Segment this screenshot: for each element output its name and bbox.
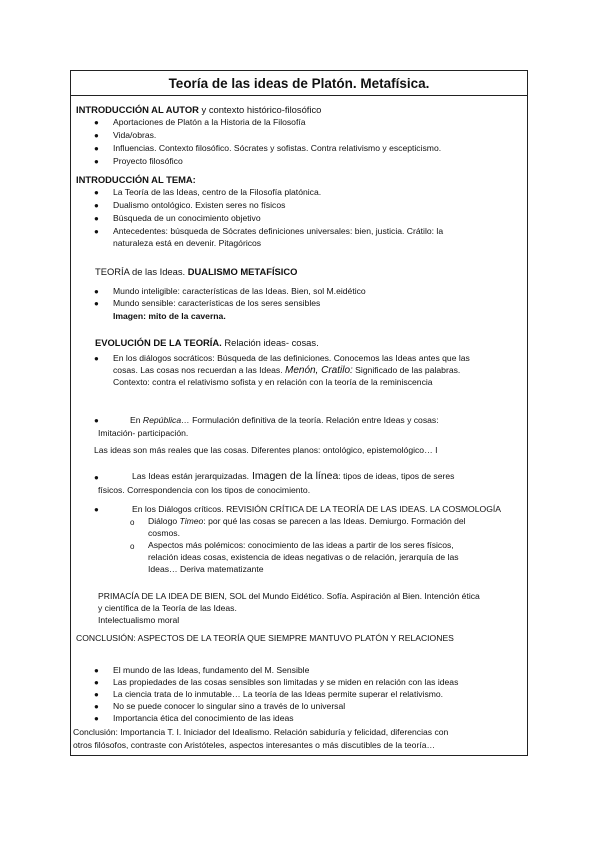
evolucion-heading: EVOLUCIÓN DE LA TEORÍA. Relación ideas- cosas.: [95, 337, 319, 348]
criticos-subitem: Aspectos más polémicos: conocimiento de las ideas a partir de los seres físicos,: [148, 540, 454, 550]
list-item: Dualismo ontológico. Existen seres no físicos: [113, 200, 286, 210]
criticos-line: En los Diálogos críticos. REVISIÓN CRÍTICA DE LA TEORÍA DE LAS IDEAS. LA COSMOLOGÍA: [132, 504, 502, 514]
dualismo-heading: TEORÍA de las Ideas. DUALISMO METAFÍSICO: [95, 266, 298, 277]
bullet-icon: ●: [94, 354, 99, 363]
bullet-icon: ●: [94, 144, 99, 153]
linea-line: Las Ideas están jerarquizadas. Imagen de la línea: tipos de ideas, tipos de seres: [132, 470, 455, 482]
conclusion-final-line: Conclusión: Importancia T. I. Iniciador del Idealismo. Relación sabiduría y felicidad, diferencias con: [73, 727, 449, 737]
criticos-subitem: Ideas… Deriva matematizante: [148, 564, 264, 574]
bullet-icon: ●: [94, 118, 99, 127]
caverna-note: Imagen: mito de la caverna.: [113, 311, 226, 321]
bullet-icon: ●: [94, 416, 99, 425]
list-item: El mundo de las Ideas, fundamento del M. Sensible: [113, 665, 310, 675]
criticos-subitem: cosmos.: [148, 528, 180, 538]
intro-autor-heading: INTRODUCCIÓN AL AUTOR y contexto histórico-filosófico: [76, 104, 322, 115]
bullet-icon: ●: [94, 505, 99, 514]
bullet-icon: ●: [94, 702, 99, 711]
list-item-continuation: naturaleza está en devenir. Pitagóricos: [113, 238, 262, 248]
evolucion-line: cosas. Las cosas nos recuerdan a las Ideas. Menón, Cratilo: Significado de las palabras.: [113, 365, 461, 376]
intro-tema-heading: INTRODUCCIÓN AL TEMA:: [76, 174, 196, 185]
evolucion-line: En los diálogos socráticos: Búsqueda de las definiciones. Conocemos las Ideas antes que las: [113, 353, 470, 363]
document-frame: [70, 70, 528, 756]
bullet-icon: ●: [94, 201, 99, 210]
list-item: Importancia ética del conocimiento de las ideas: [113, 713, 294, 723]
sub-bullet-icon: o: [130, 542, 135, 551]
criticos-subitem: Diálogo Timeo: por qué las cosas se parecen a las Ideas. Demiurgo. Formación del: [148, 516, 466, 526]
conclusion-final-line: otros filósofos, contraste con Aristóteles, aspectos interesantes o más discutibles de la teoría…: [73, 740, 436, 750]
republica-line: Imitación- participación.: [98, 428, 189, 438]
bullet-icon: ●: [94, 714, 99, 723]
list-item: Influencias. Contexto filosófico. Sócrates y sofistas. Contra relativismo y escepticismo.: [113, 143, 442, 153]
list-item: La ciencia trata de lo inmutable… La teoría de las Ideas permite superar el relativismo.: [113, 689, 444, 699]
conclusion-heading: CONCLUSIÓN: ASPECTOS DE LA TEORÍA QUE SIEMPRE MANTUVO PLATÓN Y RELACIONES: [76, 633, 454, 643]
list-item: La Teoría de las Ideas, centro de la Filosofía platónica.: [113, 187, 322, 197]
criticos-subitem: relación ideas cosas, existencia de ideas negativas o de relación, jerarquía de las: [148, 552, 459, 562]
bullet-icon: ●: [94, 157, 99, 166]
bullet-icon: ●: [94, 666, 99, 675]
primacia-line: PRIMACÍA DE LA IDEA DE BIEN, SOL del Mundo Eidético. Sofía. Aspiración al Bien. Intención ética: [98, 591, 480, 601]
list-item: Aportaciones de Platón a la Historia de la Filosofía: [113, 117, 306, 127]
page-title: Teoría de las ideas de Platón. Metafísica.: [71, 71, 527, 96]
primacia-line: y científica de la Teoría de las Ideas.: [98, 603, 237, 613]
bullet-icon: ●: [94, 214, 99, 223]
bullet-icon: ●: [94, 188, 99, 197]
linea-line: físicos. Correspondencia con los tipos de conocimiento.: [98, 485, 311, 495]
list-item: Mundo inteligible: características de las Ideas. Bien, sol M.eidético: [113, 286, 366, 296]
bullet-icon: ●: [94, 227, 99, 236]
bullet-icon: ●: [94, 678, 99, 687]
bullet-icon: ●: [94, 131, 99, 140]
primacia-line: Intelectualismo moral: [98, 615, 180, 625]
republica-line: En República… Formulación definitiva de la teoría. Relación entre Ideas y cosas:: [130, 415, 439, 425]
bullet-icon: ●: [94, 690, 99, 699]
list-item: No se puede conocer lo singular sino a través de lo universal: [113, 701, 346, 711]
list-item: Mundo sensible: características de los seres sensibles: [113, 298, 321, 308]
republica-line: Las ideas son más reales que las cosas. Diferentes planos: ontológico, epistemológico… I: [94, 445, 438, 455]
list-item: Vida/obras.: [113, 130, 157, 140]
bullet-icon: ●: [94, 299, 99, 308]
bullet-icon: ●: [94, 473, 99, 482]
list-item: Proyecto filosófico: [113, 156, 183, 166]
list-item: Búsqueda de un conocimiento objetivo: [113, 213, 261, 223]
sub-bullet-icon: o: [130, 518, 135, 527]
evolucion-line: Contexto: contra el relativismo sofista y en relación con la teoría de la reminiscencia: [113, 377, 433, 387]
list-item: Las propiedades de las cosas sensibles son limitadas y se miden en relación con las ideas: [113, 677, 459, 687]
bullet-icon: ●: [94, 287, 99, 296]
list-item: Antecedentes: búsqueda de Sócrates definiciones universales: bien, justicia. Crátilo: la: [113, 226, 444, 236]
